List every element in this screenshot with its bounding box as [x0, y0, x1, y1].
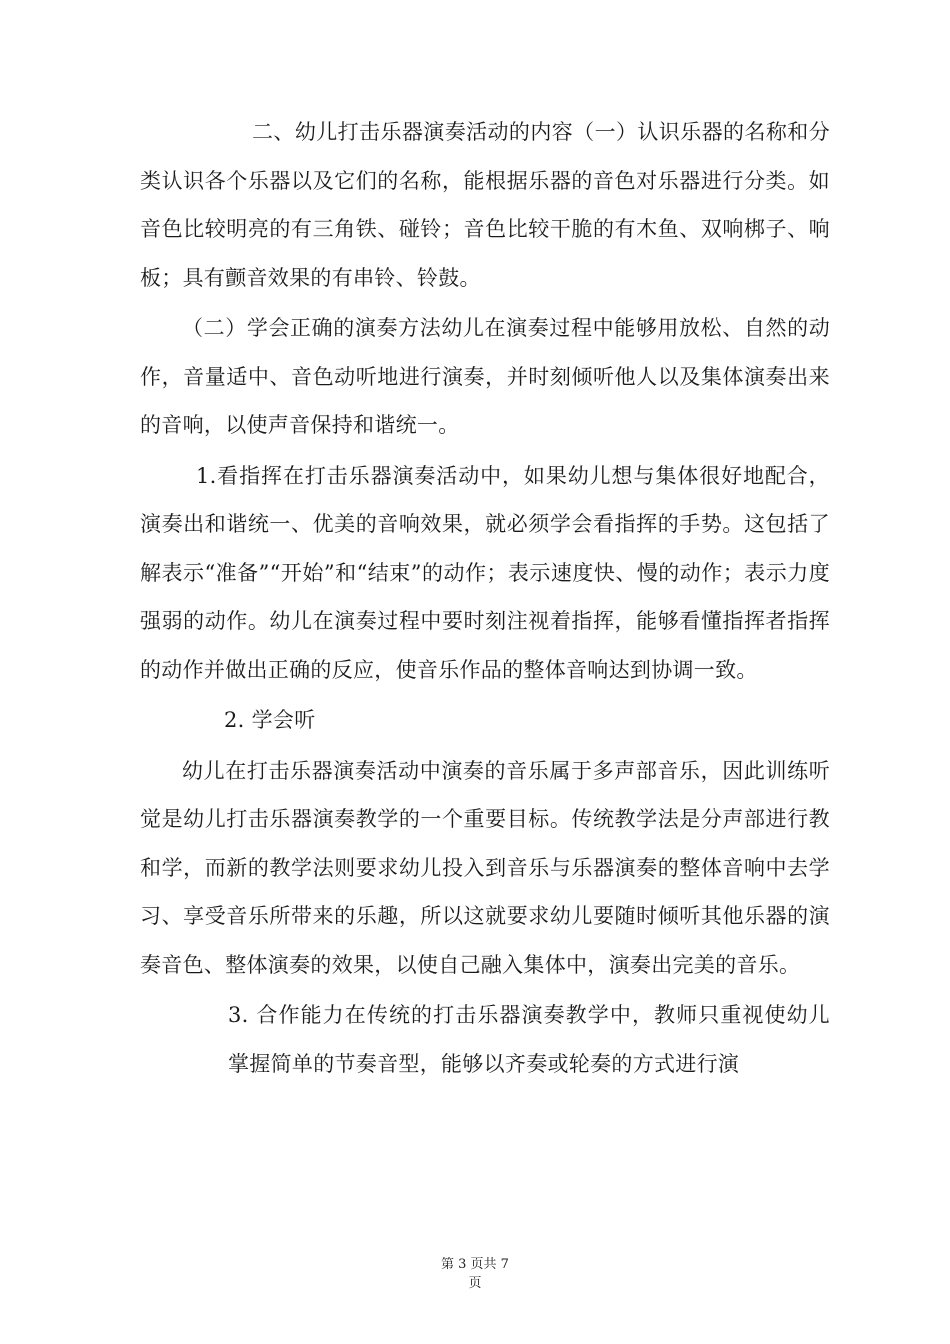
paragraph-playing-method: （二）学会正确的演奏方法幼儿在演奏过程中能够用放松、自然的动作，音量适中、音色动听地进行演奏，并时刻倾听他人以及集体演奏出来的音响，以使声音保持和谐统一。: [140, 316, 830, 437]
paragraph-listening-training: 幼儿在打击乐器演奏活动中演奏的音乐属于多声部音乐，因此训练听觉是幼儿打击乐器演奏教学的一个重要目标。传统教学法是分声部进行教和学，而新的教学法则要求幼儿投入到音乐与乐器演奏的整体音响中去学习、享受音乐所带来的乐趣，所以这就要求幼儿要随时倾听其他乐器的演奏音色、整体演奏的效果，以使自己融入集体中，演奏出完美的音乐。: [140, 758, 830, 977]
document-body: [140, 108, 830, 1088]
paragraph-instrument-content: 二、幼儿打击乐器演奏活动的内容（一）认识乐器的名称和分类认识各个乐器以及它们的名称，能根据乐器的音色对乐器进行分类。如音色比较明亮的有三角铁、碰铃；音色比较干脆的有木鱼、双响梆子、响板；具有颤音效果的有串铃、铃鼓。: [140, 120, 830, 290]
paragraph-watch-conductor: 1.看指挥在打击乐器演奏活动中，如果幼儿想与集体很好地配合，演奏出和谐统一、优美的音响效果，就必须学会看指挥的手势。这包括了解表示“准备”“开始”和“结束”的动作；表示速度快、慢的动作；表示力度强弱的动作。幼儿在演奏过程中要时刻注视着指挥，能够看懂指挥者指挥的动作并做出正确的反应，使音乐作品的整体音响达到协调一致。: [140, 463, 830, 682]
page-footer: [0, 1255, 950, 1293]
paragraph-cooperation: 3. 合作能力在传统的打击乐器演奏教学中，教师只重视使幼儿掌握简单的节奏音型，能够以齐奏或轮奏的方式进行演: [228, 1003, 830, 1076]
page-number-line1: 第 3 页共 7: [441, 1257, 509, 1272]
page-number-line2: 页: [468, 1276, 482, 1291]
paragraph-learn-listen-heading: 2. 学会听: [224, 708, 316, 732]
